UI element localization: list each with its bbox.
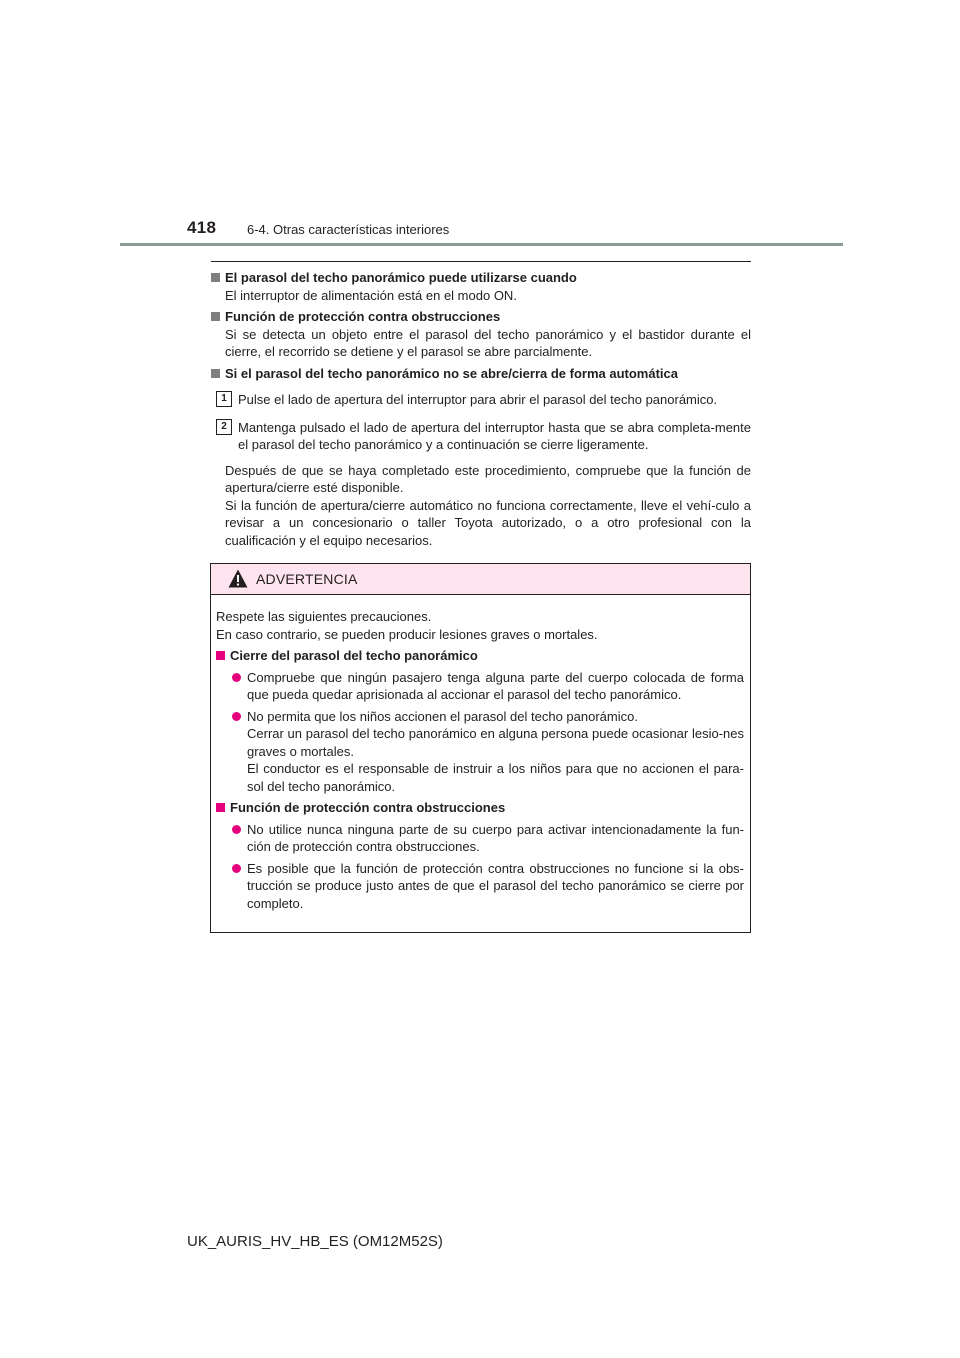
step-text: Pulse el lado de apertura del interruptor para abrir el parasol del techo panorámico. — [238, 392, 718, 407]
paragraph: Si se detecta un objeto entre el parasol del techo panorámico y el bastidor durante el cierre, el recorrido se detiene y el parasol se abre parcialmente. — [225, 326, 751, 359]
warning-intro-line: En caso contrario, se pueden producir lesiones graves o mortales. — [216, 626, 598, 642]
warning-bullet — [216, 821, 744, 856]
warning-bullet — [216, 669, 744, 704]
step-text: Mantenga pulsado el lado de apertura del interruptor hasta que se abra completa-mente el parasol del techo panorámico y a continuación se cierre ligeramente. — [238, 419, 751, 452]
warning-bullet-line: Cerrar un parasol del techo panorámico en alguna persona puede ocasionar lesio-nes graves o mortales. — [247, 726, 744, 759]
content-divider — [211, 261, 751, 262]
warning-bullet-text: Es posible que la función de protección contra obstrucciones no funcione si la obs-trucción se produce justo antes de que el parasol del techo panorámico se cierre por completo. — [247, 860, 744, 911]
warning-header — [211, 564, 750, 595]
circle-bullet-icon — [232, 673, 241, 682]
square-bullet-icon — [216, 803, 225, 812]
warning-heading-text: Cierre del parasol del techo panorámico — [230, 648, 478, 663]
section-heading — [211, 365, 751, 383]
warning-title: ADVERTENCIA — [256, 571, 358, 587]
warning-heading — [216, 799, 744, 817]
square-bullet-icon — [211, 369, 220, 378]
header-rule — [120, 243, 843, 246]
square-bullet-icon — [211, 273, 220, 282]
warning-heading — [216, 647, 744, 665]
warning-heading-text: Función de protección contra obstrucciones — [230, 800, 506, 815]
warning-bullet-text: No utilice nunca ninguna parte de su cuerpo para activar intencionadamente la fun-ción de protección contra obstrucciones. — [247, 821, 744, 854]
circle-bullet-icon — [232, 864, 241, 873]
step-item — [211, 419, 751, 454]
step-item — [211, 391, 751, 409]
step-number-badge: 1 — [216, 391, 232, 407]
section-heading — [211, 308, 751, 326]
warning-bullet-line: El conductor es el responsable de instruir a los niños para que no accionen el para-sol del techo panorámico. — [247, 761, 744, 794]
square-bullet-icon — [211, 312, 220, 321]
paragraph-line: Después de que se haya completado este procedimiento, compruebe que la función de apertura/cierre esté disponible. — [225, 462, 751, 495]
document-code: UK_AURIS_HV_HB_ES (OM12M52S) — [187, 1233, 443, 1250]
warning-bullet-text: Compruebe que ningún pasajero tenga alguna parte del cuerpo colocada de forma que pueda quedar aprisionada al accionar el parasol del techo panorámico. — [247, 669, 744, 702]
circle-bullet-icon — [232, 825, 241, 834]
warning-bullet — [216, 860, 744, 913]
section-heading-text: El parasol del techo panorámico puede utilizarse cuando — [225, 270, 577, 285]
section-title: 6-4. Otras características interiores — [247, 222, 450, 237]
main-content — [211, 266, 751, 549]
warning-intro — [216, 608, 744, 643]
warning-bullet — [216, 708, 744, 796]
paragraph-line: Si la función de apertura/cierre automático no funciona correctamente, lleve el vehí-culo a revisar a un concesionario o taller Toyota autorizado, o a otro profesional con la cualificación y el equipo necesarios. — [225, 497, 751, 548]
warning-body — [211, 595, 750, 912]
section-heading-text: Si el parasol del techo panorámico no se abre/cierra de forma automática — [225, 365, 678, 381]
square-bullet-icon — [216, 651, 225, 660]
page-number: 418 — [187, 218, 217, 237]
warning-triangle-icon — [228, 569, 248, 588]
followup-text — [211, 462, 751, 550]
section-heading-text: Función de protección contra obstrucciones — [225, 309, 501, 324]
warning-intro-line: Respete las siguientes precauciones. — [216, 609, 432, 624]
warning-bullet-line: No permita que los niños accionen el parasol del techo panorámico. — [247, 708, 638, 724]
section-heading — [211, 269, 751, 287]
warning-box — [210, 563, 751, 933]
step-number-badge: 2 — [216, 419, 232, 435]
paragraph: El interruptor de alimentación está en el modo ON. — [225, 287, 517, 303]
circle-bullet-icon — [232, 712, 241, 721]
